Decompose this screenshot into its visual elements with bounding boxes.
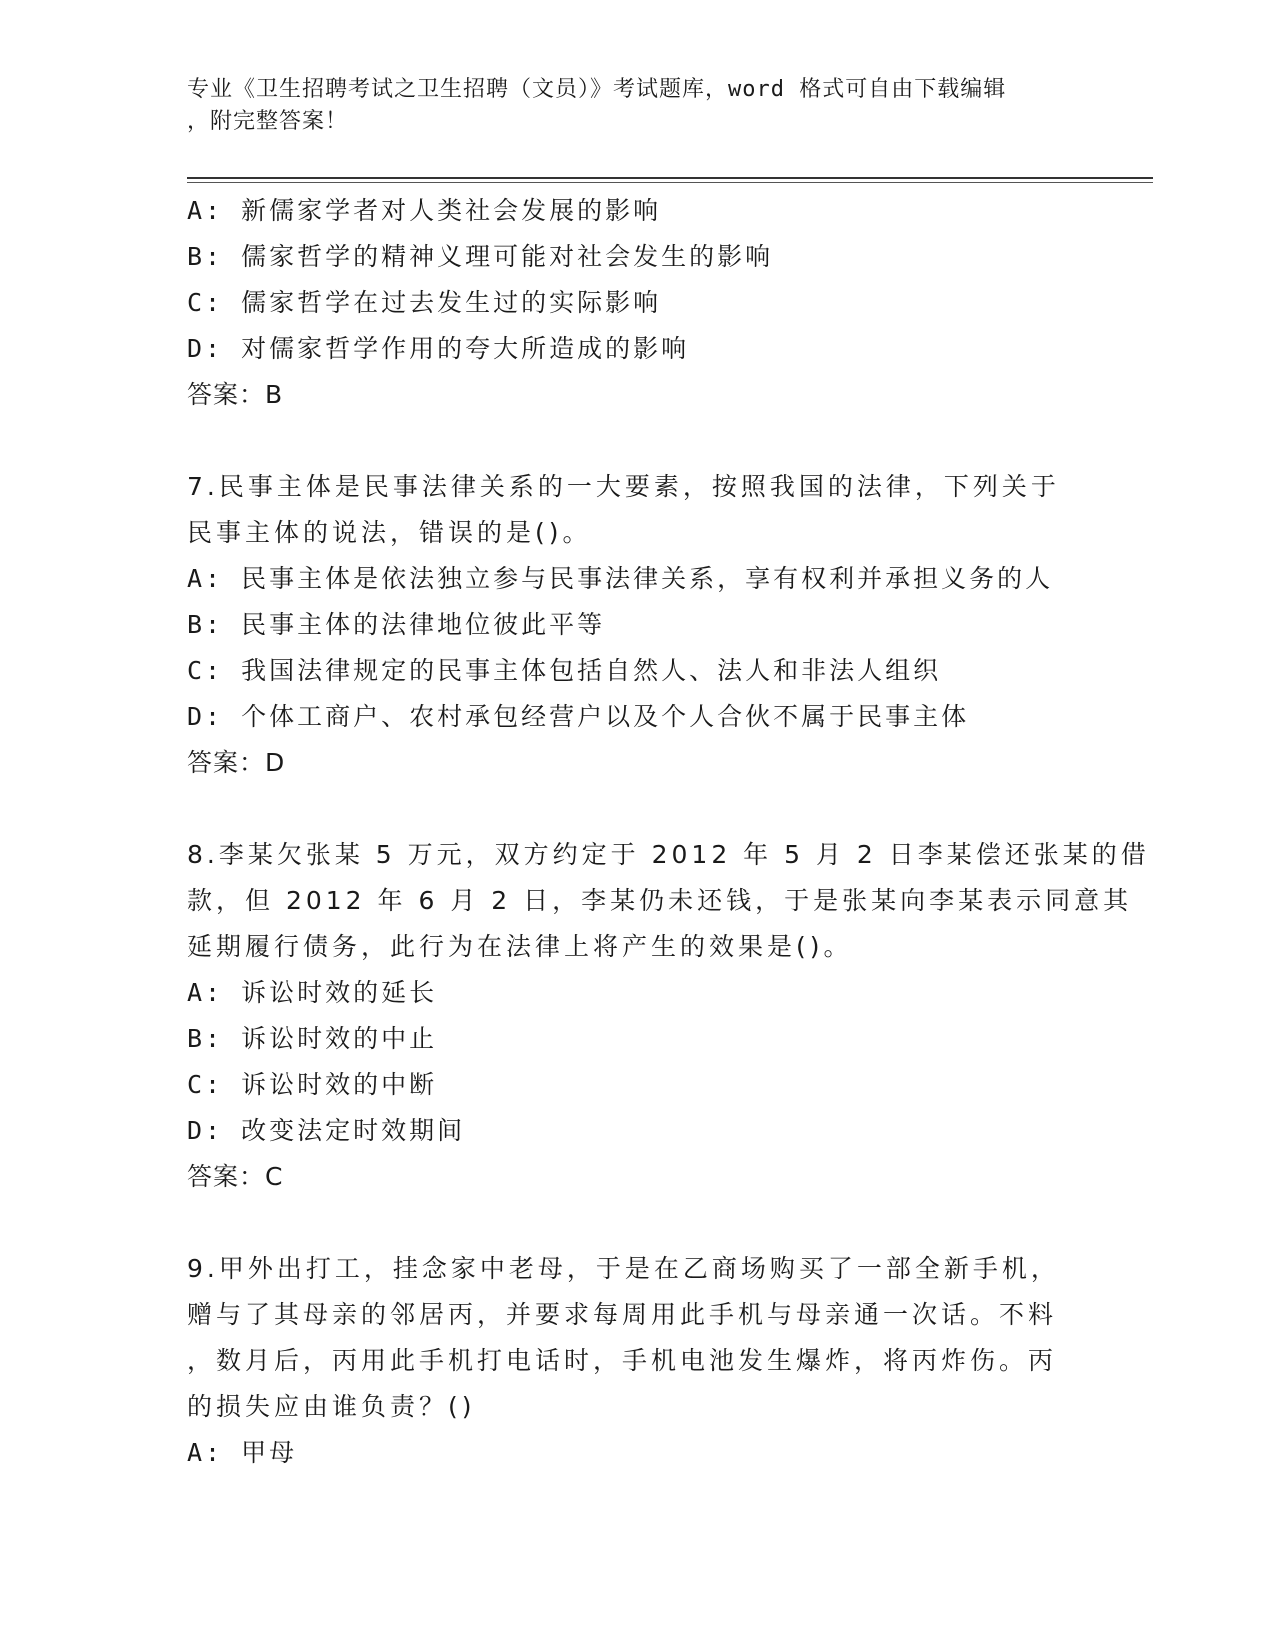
answer-line: 答案：B <box>187 380 284 409</box>
block-spacer <box>187 418 1087 464</box>
option-b: B: 儒家哲学的精神义理可能对社会发生的影响 <box>187 242 774 271</box>
option-c: C: 我国法律规定的民事主体包括自然人、法人和非法人组织 <box>187 656 942 685</box>
question-block <box>187 464 1087 786</box>
question-text-line: 的损失应由谁负责？() <box>187 1392 476 1421</box>
question-text-line: 款，但 2012 年 6 月 2 日，李某仍未还钱，于是张某向李某表示同意其 <box>187 886 1133 915</box>
question-block <box>187 188 1087 418</box>
option-b: B: 诉讼时效的中止 <box>187 1024 438 1053</box>
header-line-2: ，附完整答案！ <box>187 109 349 134</box>
question-text-line: 赠与了其母亲的邻居丙，并要求每周用此手机与母亲通一次话。不料 <box>187 1300 1058 1329</box>
question-text-line: 7.民事主体是民事法律关系的一大要素，按照我国的法律，下列关于 <box>187 472 1060 501</box>
question-text-line: 民事主体的说法，错误的是()。 <box>187 518 592 547</box>
question-text-line: ，数月后，丙用此手机打电话时，手机电池发生爆炸，将丙炸伤。丙 <box>187 1346 1058 1375</box>
question-text-line: 9.甲外出打工，挂念家中老母，于是在乙商场购买了一部全新手机， <box>187 1254 1060 1283</box>
option-a: A: 民事主体是依法独立参与民事法律关系，享有权利并承担义务的人 <box>187 564 1054 593</box>
option-d: D: 个体工商户、农村承包经营户以及个人合伙不属于民事主体 <box>187 702 970 731</box>
answer-line: 答案：D <box>187 748 286 777</box>
option-a: A: 新儒家学者对人类社会发展的影响 <box>187 196 662 225</box>
option-c: C: 儒家哲学在过去发生过的实际影响 <box>187 288 662 317</box>
option-c: C: 诉讼时效的中断 <box>187 1070 438 1099</box>
header-rule-thin <box>187 182 1153 183</box>
block-spacer <box>187 1200 1087 1246</box>
answer-line: 答案：C <box>187 1162 284 1191</box>
option-d: D: 对儒家哲学作用的夸大所造成的影响 <box>187 334 690 363</box>
question-text-line: 延期履行债务，此行为在法律上将产生的效果是()。 <box>187 932 853 961</box>
option-b: B: 民事主体的法律地位彼此平等 <box>187 610 606 639</box>
question-text-line: 8.李某欠张某 5 万元，双方约定于 2012 年 5 月 2 日李某偿还张某的借 <box>187 840 1150 869</box>
block-spacer <box>187 786 1087 832</box>
question-content <box>187 188 1150 1476</box>
option-a: A: 诉讼时效的延长 <box>187 978 438 1007</box>
header-rule-thick <box>187 177 1153 179</box>
header-line-1: 专业《卫生招聘考试之卫生招聘（文员）》考试题库，word 格式可自由下载编辑 <box>187 77 1007 102</box>
option-d: D: 改变法定时效期间 <box>187 1116 466 1145</box>
question-block <box>187 832 1150 1200</box>
question-block <box>187 1246 1087 1476</box>
option-a: A: 甲母 <box>187 1438 298 1467</box>
document-header <box>187 74 1067 138</box>
